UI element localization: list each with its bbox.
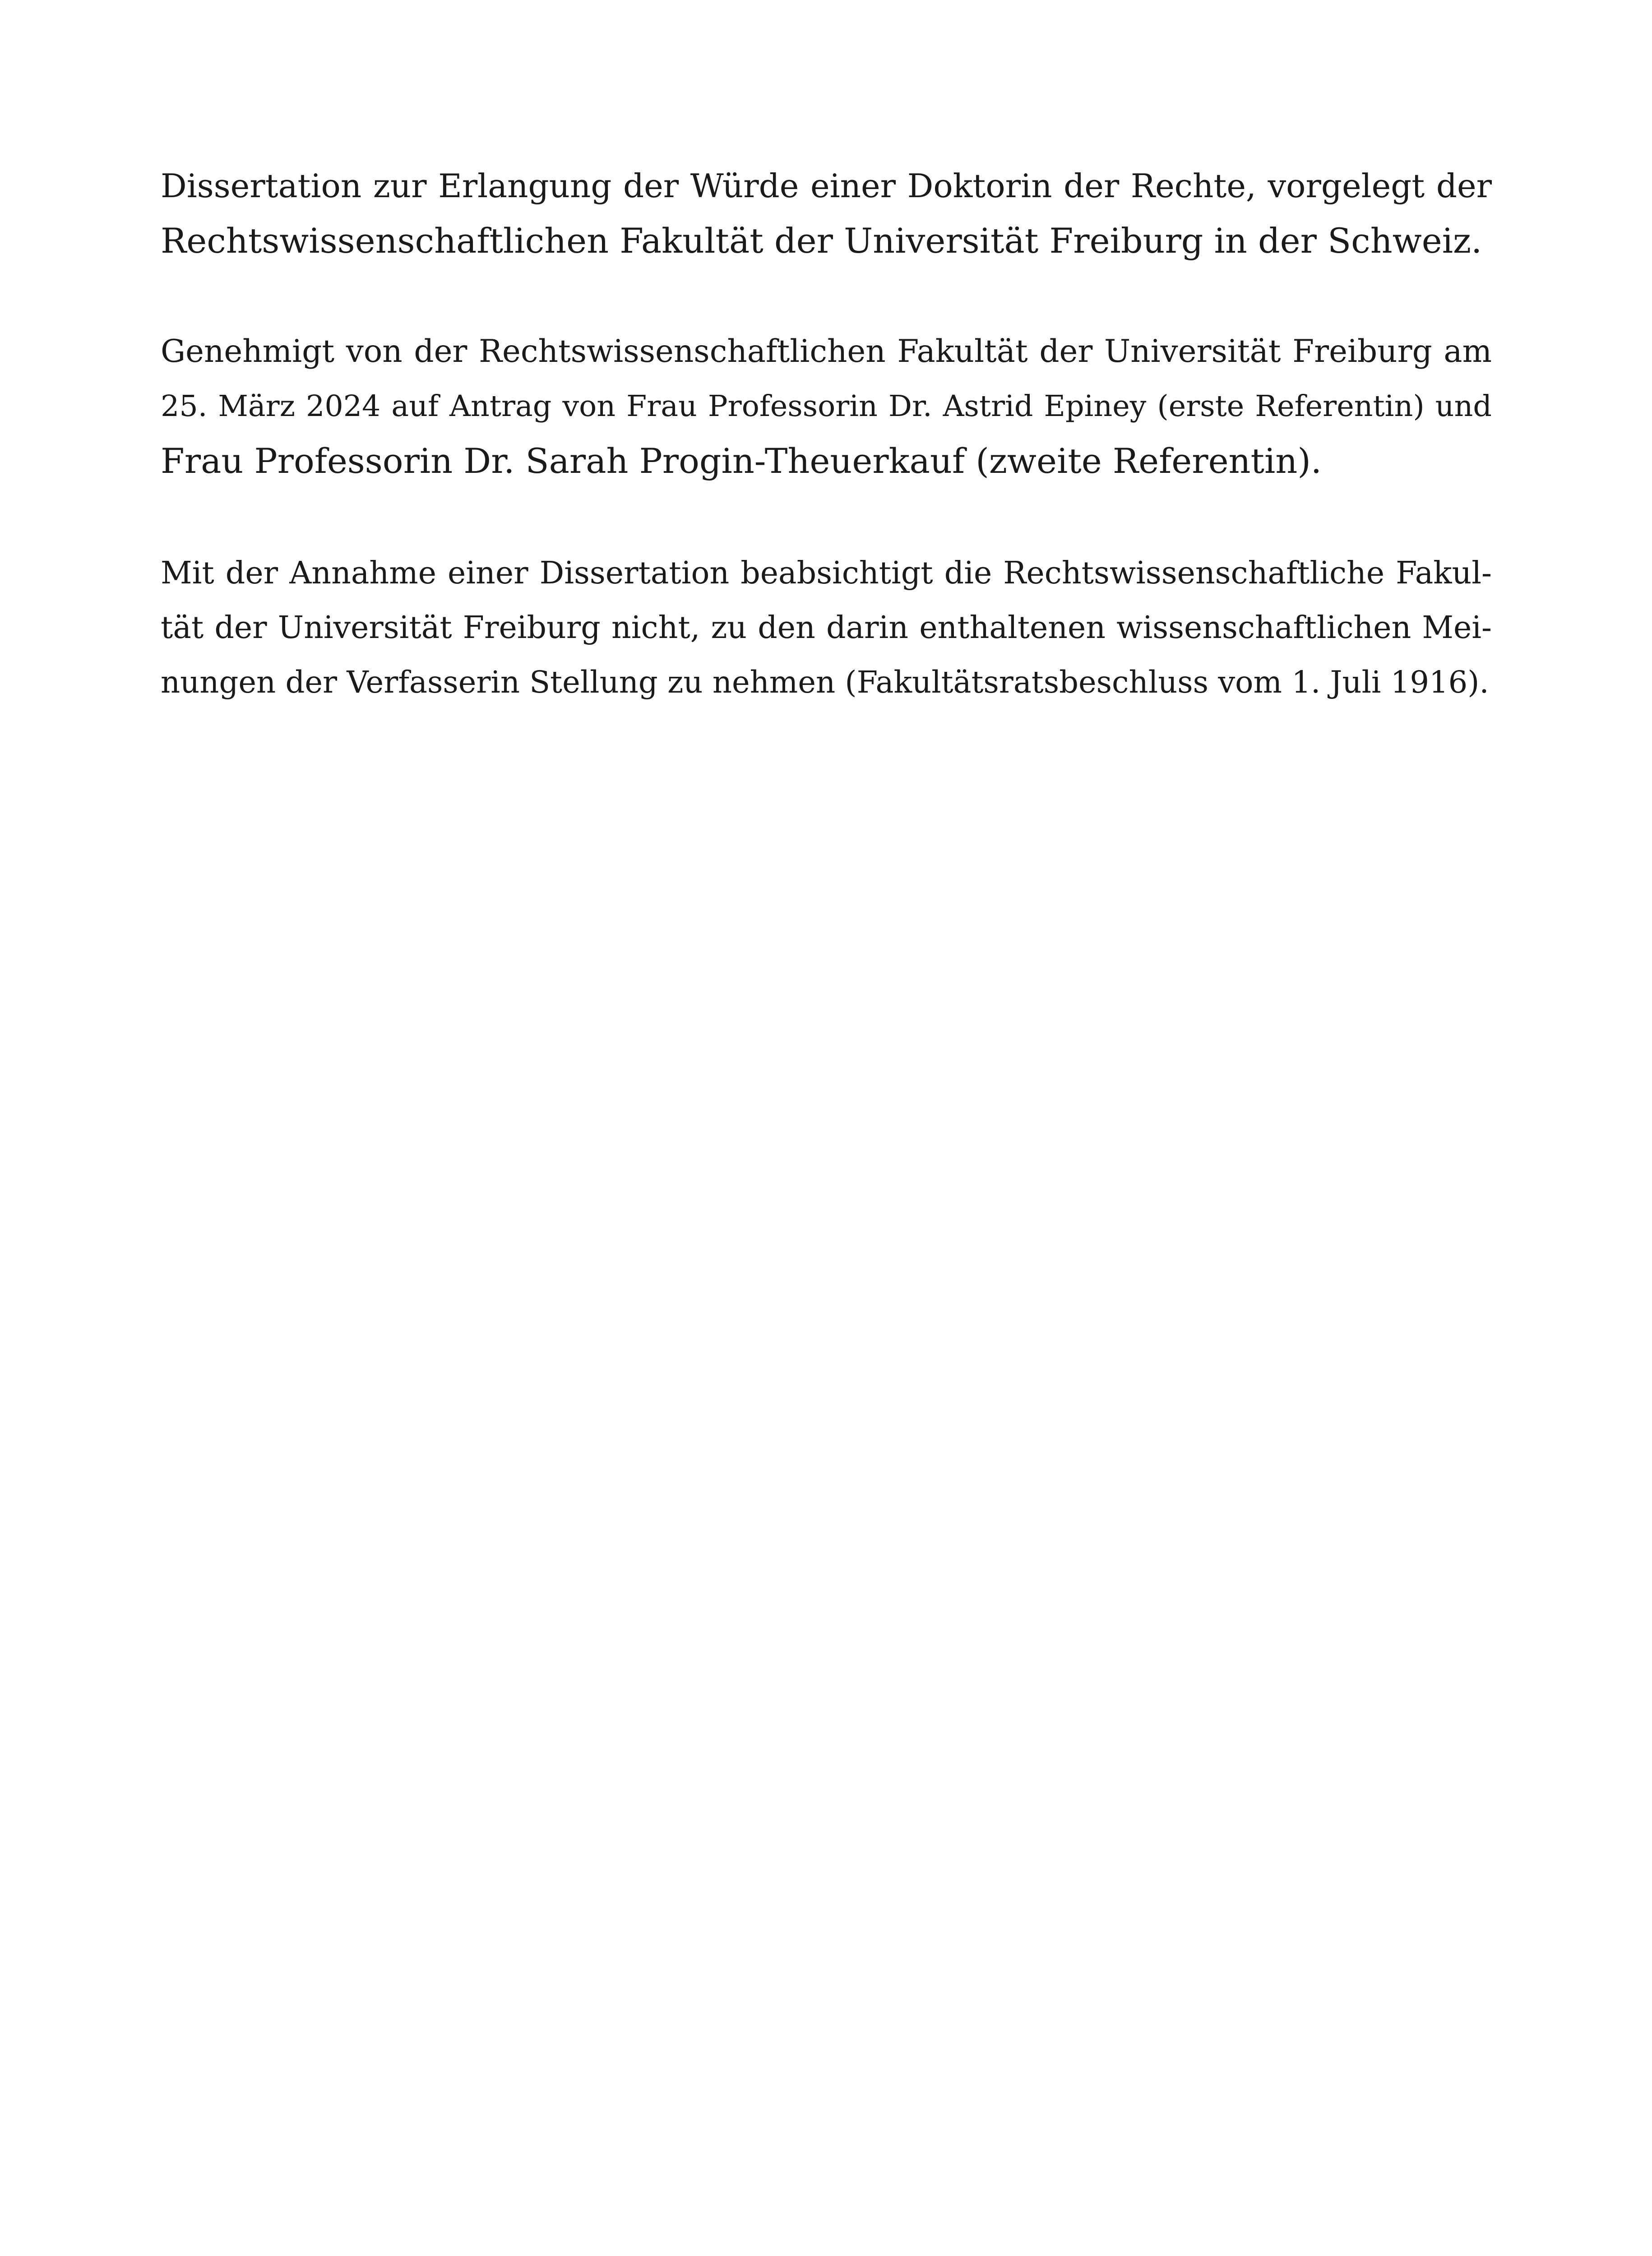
text-line: Rechtswissenschaftlichen Fakultät der Universität Freiburg in der Schweiz.: [161, 221, 1482, 261]
text-line: nungen der Verfasserin Stellung zu nehmen (Fakultätsratsbeschluss vom 1. Juli 1916).: [161, 665, 1489, 700]
text-line: 25. März 2024 auf Antrag von Frau Professorin Dr. Astrid Epiney (erste Referentin) und: [161, 389, 1492, 423]
text-line: tät der Universität Freiburg nicht, zu den darin enthaltenen wissenschaftlichen Mei-: [161, 610, 1492, 646]
text-line: Dissertation zur Erlangung der Würde einer Doktorin der Rechte, vorgelegt der: [161, 167, 1492, 205]
dissertation-statement-paragraph: [161, 159, 1492, 268]
text-line: Mit der Annahme einer Dissertation beabsichtigt die Rechtswissenschaftliche Fakul-: [161, 555, 1492, 591]
text-line: Genehmigt von der Rechtswissenschaftlichen Fakultät der Universität Freiburg am: [161, 333, 1492, 370]
disclaimer-paragraph: [161, 546, 1492, 710]
text-line: Frau Professorin Dr. Sarah Progin-Theuerkauf (zweite Referentin).: [161, 441, 1322, 481]
approval-paragraph: [161, 324, 1492, 488]
